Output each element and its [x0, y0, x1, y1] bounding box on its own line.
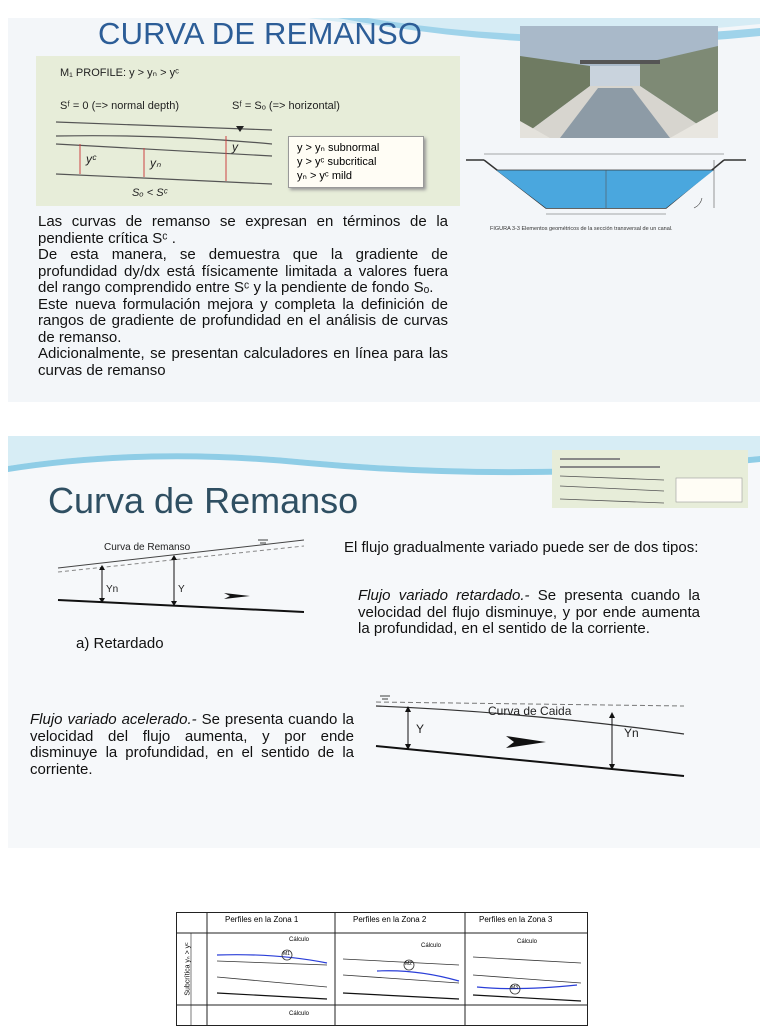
- slide-1: [8, 18, 760, 402]
- legend-item: y > yᶜ subcritical: [297, 156, 377, 168]
- profile-legend: [288, 136, 424, 188]
- slope-label: Sₒ < Sᶜ: [132, 187, 168, 199]
- yn-label: yₙ: [150, 156, 161, 170]
- y-label: Y: [416, 722, 425, 736]
- table-side-label: Subcrítica yₙ > yᶜ: [184, 942, 192, 996]
- retardado-caption: a) Retardado: [76, 635, 164, 652]
- slide-2: [8, 436, 760, 848]
- paragraph: Las curvas de remanso se expresan en términos de la pendiente crítica Sᶜ .: [38, 213, 448, 247]
- curva-caida-label: Curva de Caida: [488, 704, 572, 718]
- retardado-text: Se presenta cuando la velocidad del flujo disminuye, y por ende aumenta la profundidad, en el sentido de la corriente.: [358, 587, 701, 637]
- profile-heading: M₁ PROFILE: y > yₙ > yᶜ: [60, 67, 179, 79]
- y-label: Y: [178, 584, 185, 595]
- profile-tag: M1: [283, 951, 290, 957]
- sf-normal-label: Sᶠ = 0 (=> normal depth): [60, 100, 180, 112]
- calc-label: Cálculo: [289, 937, 310, 943]
- slide-2-title: Curva de Remanso: [48, 480, 359, 521]
- yc-label: yᶜ: [86, 152, 97, 166]
- sf-horizontal-label: Sᶠ = Sₒ (=> horizontal): [232, 100, 340, 112]
- canal-photo: [520, 26, 718, 138]
- table-header: Perfiles en la Zona 1: [225, 915, 299, 924]
- m1-profile-figure: [36, 56, 460, 206]
- calc-label: Cálculo: [289, 1011, 310, 1017]
- slide-1-body: [38, 214, 448, 379]
- retardado-definition: [358, 588, 700, 638]
- retardado-title: Flujo variado retardado.-: [358, 587, 530, 604]
- paragraph: Este nueva formulación mejora y completa la definición de rangos de gradiente de profundidad en el análisis de curvas de remanso.: [38, 295, 448, 346]
- profile-tag: M3: [511, 985, 518, 991]
- acelerado-definition: [30, 712, 354, 778]
- paragraph: Adicionalmente, se presentan calculadores en línea para las curvas de remanso: [38, 345, 448, 379]
- m1-profile-thumbnail: [552, 450, 748, 508]
- yn-label: Yn: [624, 726, 639, 740]
- slide-1-title: CURVA DE REMANSO: [98, 18, 423, 51]
- profile-tag: M2: [405, 961, 412, 967]
- figure-caption: FIGURA 3-3 Elementos geométricos de la sección transversal de un canal.: [490, 226, 673, 232]
- paragraph: De esta manera, se demuestra que la gradiente de profundidad dy/dx está físicamente limitada a valores fuera del rango comprendido entre Sᶜ y la pendiente de fondo Sₒ.: [38, 246, 448, 296]
- acelerado-title: Flujo variado acelerado.-: [30, 711, 197, 728]
- trapezoidal-section-figure: [466, 144, 760, 236]
- calc-label: Cálculo: [517, 939, 538, 945]
- yn-label: Yn: [106, 584, 119, 595]
- legend-item: yₙ > yᶜ mild: [297, 170, 353, 182]
- table-header: Perfiles en la Zona 3: [479, 915, 553, 924]
- profiles-table: [176, 912, 588, 1026]
- y-label: y: [232, 140, 238, 154]
- intro-text: El flujo gradualmente variado puede ser de dos tipos:: [344, 539, 699, 556]
- curva-remanso-label: Curva de Remanso: [104, 542, 191, 553]
- calc-label: Cálculo: [421, 943, 442, 949]
- acelerado-text: Se presenta cuando la velocidad del flujo aumenta, y por ende disminuye la profundidad, en el sentido de la corriente.: [30, 711, 355, 778]
- legend-item: y > yₙ subnormal: [297, 142, 380, 154]
- table-header: Perfiles en la Zona 2: [353, 915, 427, 924]
